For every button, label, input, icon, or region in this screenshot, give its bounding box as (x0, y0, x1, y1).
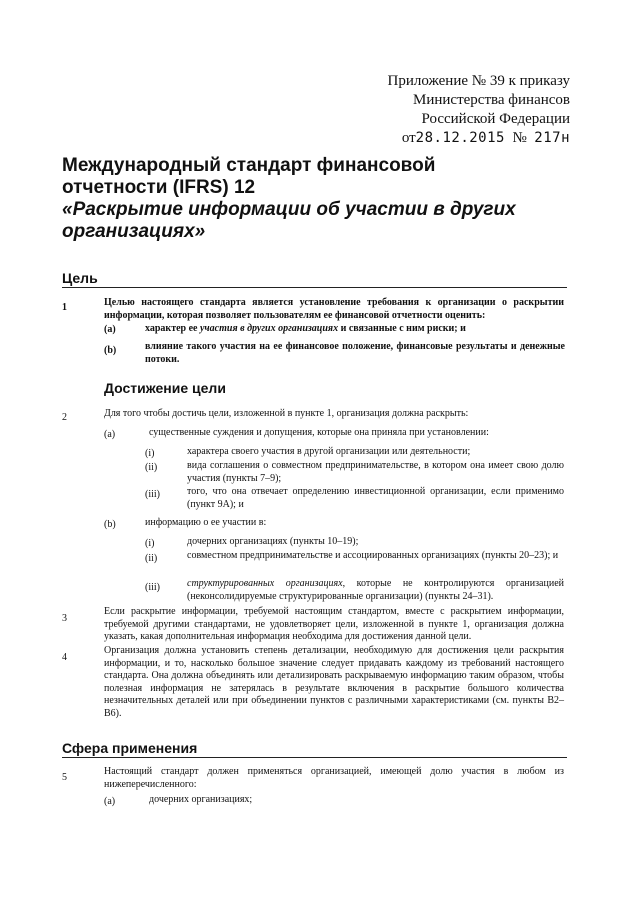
paragraph-2-b-iii (187, 578, 564, 603)
paragraph-2-b-i: дочерних организациях (пункты 10–19); (187, 536, 359, 547)
title-line-2: отчетности (IFRS) 12 (62, 177, 256, 198)
subitem-label: (ii) (145, 553, 158, 564)
item-label: (b) (104, 345, 117, 356)
paragraph-2-item-a: существенные суждения и допущения, которые она приняла при установлении: (149, 427, 489, 438)
paragraph-2-a-iii: того, что она отвечает определению инвестиционной организации, если применимо (пункт 9A); и (187, 486, 564, 510)
subitem-label: (iii) (145, 489, 160, 500)
header-date-line (388, 129, 571, 148)
item-label: (b) (104, 519, 116, 530)
paragraph-2-text: Для того чтобы достичь цели, изложенной в пункте 1, организация должна раскрыть: (104, 408, 469, 419)
section-heading-scope: Сфера применения (62, 740, 198, 756)
item-label: (a) (104, 324, 116, 335)
paragraph-2-b-ii: совместном предпринимательстве и ассоциированных организациях (пункты 20–23); и (187, 550, 559, 561)
paragraph-2-a-i: характера своего участия в другой организации или деятельности; (187, 446, 471, 457)
paragraph-2-item-b: информацию о ее участии в: (145, 517, 267, 528)
paragraph-number: 1 (62, 302, 67, 313)
paragraph-5-item-a: дочерних организациях; (149, 794, 253, 805)
subitem-label: (iii) (145, 582, 160, 593)
subitem-label: (i) (145, 538, 155, 549)
item-label: (a) (104, 429, 116, 440)
paragraph-number: 2 (62, 412, 67, 423)
title-line-1: Международный стандарт финансовой (62, 155, 436, 176)
paragraph-5-text: Настоящий стандарт должен применяться организацией, имеющей долю участия в любом из нижеперечисленного: (104, 766, 564, 790)
paragraph-2-a-ii: вида соглашения о совместном предпринимательстве, в котором она имеет свою долю участия (пункты 7–9); (187, 460, 564, 484)
paragraph-1-text: Целью настоящего стандарта является установление требования к организации о раскрытии информации, которая позволяет пользователям ее финансовой отчетности оценить: (104, 297, 564, 321)
section-rule (62, 757, 567, 758)
order-number: 217н (534, 130, 570, 146)
paragraph-4-text: Организация должна установить степень детализации, необходимую для достижения цели раскрытия информации, и то, насколько большое значение следует придавать каждому из требований настоящего стандарта. Она должна объединять или детализировать раскрываемую информацию таким образом, чтобы полезная информация не затерялась в результате включения в раскрытие большого количества незначительных деталей или при объединении пунктов с различными характеристиками (см. пункты B2–B6). (104, 645, 564, 719)
header-line-3: Российской Федерации (421, 111, 570, 127)
order-date: 28.12.2015 (415, 130, 505, 146)
date-prefix: от (401, 130, 416, 146)
document-title (62, 155, 582, 243)
section-heading-goal: Цель (62, 270, 98, 286)
paragraph-1-item-a (145, 323, 565, 336)
number-prefix: № (512, 130, 527, 146)
paragraph-1-item-b: влияние такого участия на ее финансовое положение, финансовые результаты и денежные потоки. (145, 341, 565, 365)
paragraph-number: 5 (62, 772, 67, 783)
item-a-before: характер ее (145, 323, 200, 334)
title-line-3: «Раскрытие информации об участии в других (62, 199, 516, 220)
section-rule (62, 287, 567, 288)
header-line-1: Приложение № 39 к приказу (387, 73, 570, 89)
item-label: (a) (104, 796, 116, 807)
structured-entities-italic: структурированных организациях (187, 578, 343, 589)
paragraph-number: 4 (62, 652, 67, 663)
paragraph-3-text: Если раскрытие информации, требуемой настоящим стандартом, вместе с раскрытием информации, требуемой другими стандартами, не удовлетворяет цели, изложенной в пункте 1, организация должна указать, какая дополнительная информация необходима для достижения данной цели. (104, 606, 564, 642)
b-iii-after: , которые не контролируются организацией (неконсолидируемые структурированные организации) (пункты 24–31). (187, 578, 564, 602)
item-a-italic: участия в других организациях (199, 323, 339, 334)
subheading-achieving-goal: Достижение цели (104, 380, 226, 396)
item-a-after: и связанные с ним риски; и (338, 323, 466, 334)
appendix-header (388, 72, 571, 148)
subitem-label: (ii) (145, 462, 158, 473)
subitem-label: (i) (145, 448, 155, 459)
title-line-4: организациях» (62, 221, 206, 242)
header-line-2: Министерства финансов (413, 92, 570, 108)
paragraph-number: 3 (62, 613, 67, 624)
